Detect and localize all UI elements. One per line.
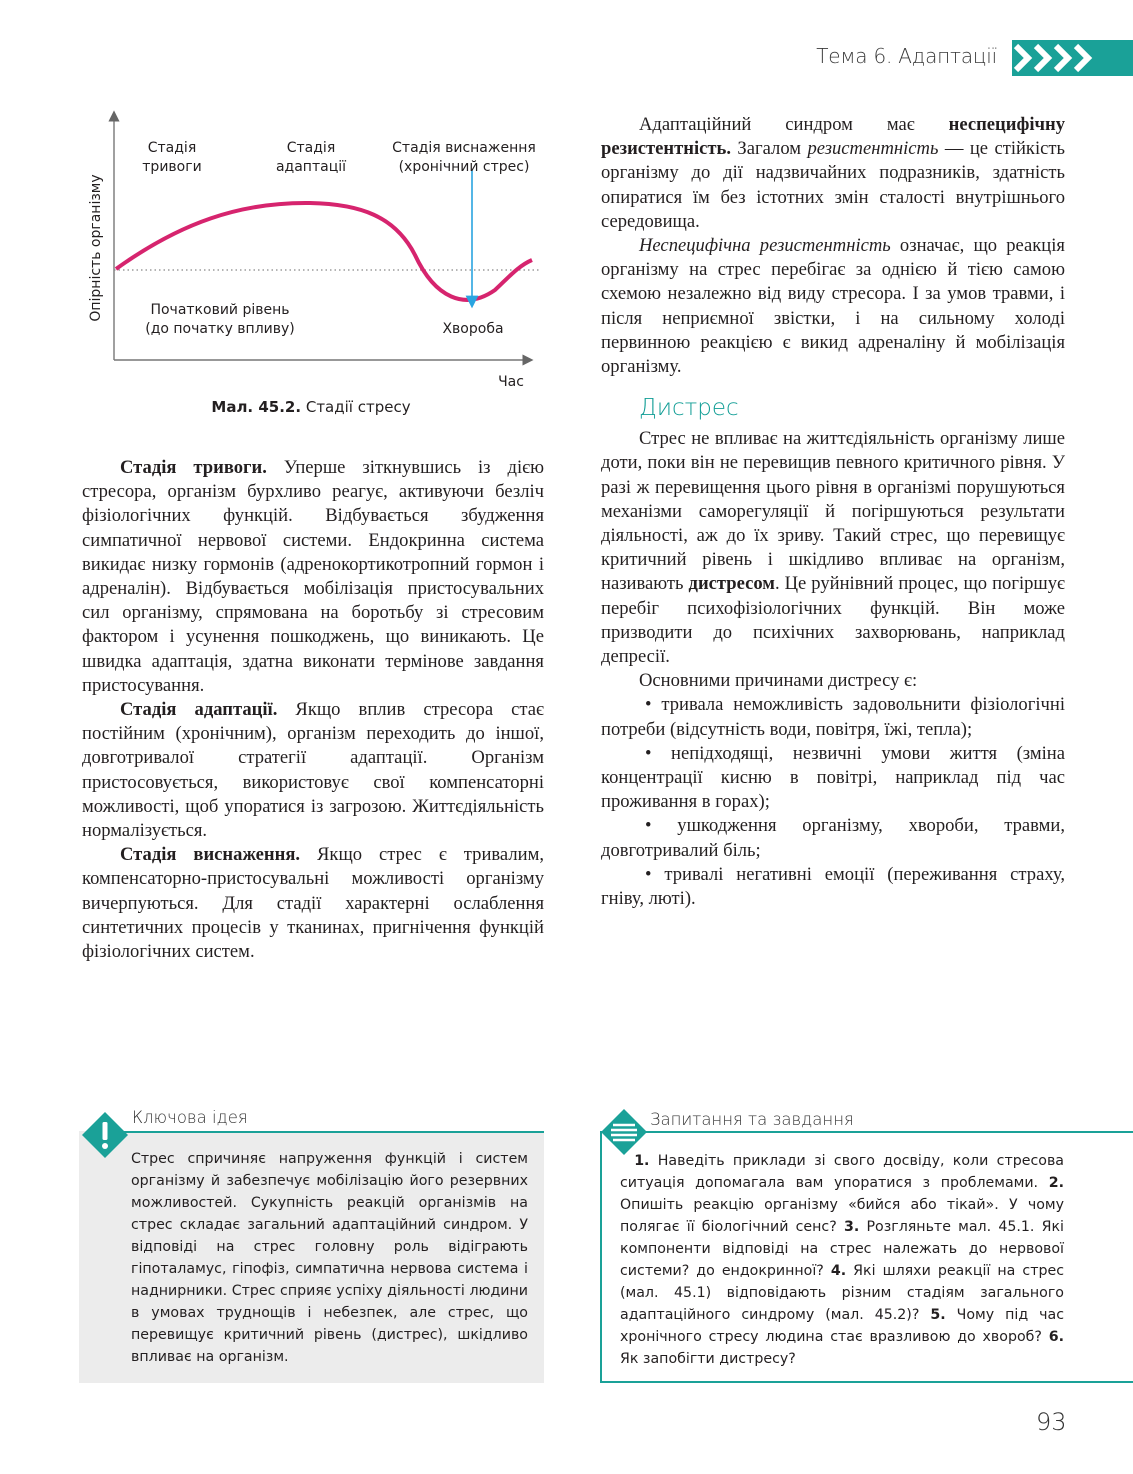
left-column	[82, 456, 544, 964]
questions-text	[620, 1150, 1064, 1370]
paragraph-nonspecific	[601, 234, 1065, 379]
text: — це стійкість організму до дії надзвичайних подразників, здатність опиратися їм без істотних змін сталості внутрішнього середовища.	[601, 138, 1065, 232]
exclamation-icon	[81, 1111, 129, 1159]
question-text: Наведіть приклади зі свого досвіду, коли стресова ситуація допомагала вам упоратися з проблемами.	[620, 1153, 1064, 1191]
y-axis-label: Опірність організму	[88, 174, 104, 322]
x-axis-label: Час	[498, 374, 524, 390]
question-number: 2.	[1048, 1175, 1064, 1191]
stage-exhaustion-line1: Стадія виснаження	[392, 140, 536, 156]
key-idea-rule	[100, 1131, 544, 1133]
paragraph-distress	[601, 427, 1065, 669]
text-alarm: Уперше зіткнувшись із дією стресора, організм бурхливо реагує, активуючи безліч фізіологічних функцій. Відбувається збудження симпатичної нервової системи. Ендокринна система викидає низку гормонів (адренокортикотропний гормон і адреналін). Відбувається мобілізація пристосувальних сил організму, спрямована на боротьбу зі стресовим фактором і усунення пошкоджень, що виникають. Це швидка адаптація, здатна виконати термінове завдання пристосування.	[82, 457, 544, 696]
paragraph-adaptation	[82, 698, 544, 843]
stage-exhaustion-line2: (хронічний стрес)	[398, 159, 530, 175]
paragraph-causes: Основними причинами дистресу є:	[639, 670, 918, 692]
term-nonspecific-resistance: неспецифічну резистентність.	[601, 114, 1065, 160]
question-number: 4.	[830, 1263, 847, 1279]
baseline-label-line2: (до початку впливу)	[145, 321, 295, 337]
chapter-title: Тема 6. Адаптації	[816, 44, 997, 68]
term-distress: дистресом	[688, 573, 775, 595]
right-column	[601, 113, 1065, 911]
question-text: Опишіть реакцію організму «бийся або тікай». У чому полягає її біологічний сенс?	[620, 1197, 1064, 1235]
figure-caption-text: Стадії стресу	[305, 398, 411, 416]
text-exhaustion: Якщо стрес є тривалим, компенсаторно-пристосувальні можливості організму вичерпуються. Для стадії характерні ослаблення синтетичних процесів у тканинах, пригнічення функцій фізіологічних систем.	[82, 844, 544, 963]
stage-alarm-line2: тривоги	[142, 159, 202, 175]
text-adaptation: Якщо вплив стресора стає постійним (хронічним), організм переходить до іншої, довготривалої стратегії адаптації. Організм пристосовується, використовує свої компенсаторні можливості, щоб упоратися із загрозою. Життєдіяльність нормалізується.	[82, 699, 544, 842]
term-nonspecific: Неспецифічна резистентність	[639, 235, 891, 257]
term-exhaustion: Стадія виснаження.	[120, 844, 301, 866]
figure-label: Мал. 45.2.	[211, 398, 302, 416]
questions-title: Запитання та завдання	[650, 1110, 854, 1129]
question-text: Розгляньте мал. 45.1. Які компоненти відповіді на стрес належать до нервової системи? до ендокринної?	[620, 1219, 1065, 1279]
baseline-label-line1: Початковий рівень	[150, 302, 290, 318]
paragraph-alarm	[82, 456, 544, 698]
key-idea-title: Ключова ідея	[132, 1108, 248, 1127]
list-item: • тривалі негативні емоції (переживання страху, гніву, люті).	[601, 863, 1065, 910]
list-item: • ушкодження організму, хвороби, травми, довготривалий біль;	[601, 815, 1065, 861]
term-resistance: резистентність	[807, 138, 939, 160]
paragraph-exhaustion	[82, 843, 544, 964]
stress-stages-chart	[70, 108, 560, 398]
page-number: 93	[1036, 1408, 1067, 1436]
text: . Це руйнівний процес, що погіршує перебіг психофізіологічних функцій. Він може призводити до психічних захворювань, наприклад депресії.	[601, 573, 1066, 668]
term-adaptation: Стадія адаптації.	[120, 699, 278, 721]
list-item: • тривала неможливість задовольнити фізіологічні потреби (відсутність води, повітря, їжі, тепла);	[601, 694, 1065, 740]
figure-caption	[0, 398, 622, 416]
list-icon	[600, 1108, 648, 1156]
section-heading: Дистрес	[639, 395, 739, 422]
question-text: Які шляхи реакції на стрес (мал. 45.1) відповідають різним стадіям загального адаптаційного синдрому (мал. 45.2)?	[620, 1263, 1065, 1323]
question-text: Чому під час хронічного стресу людина стає вразливою до хвороб?	[620, 1307, 1064, 1345]
question-number: 5.	[930, 1307, 946, 1323]
stage-alarm-line1: Стадія	[147, 140, 197, 156]
text: Стрес не впливає на життєдіяльність організму лише доти, поки він не перевищив певного критичного рівня. У разі ж перевищення цього рівня в організмі порушуються механізми саморегуляції й погіршуються результати діяльності, аж до їх зриву. Такий стрес, що перевищує критичний рівень і шкідливо впливає на організм, називають	[601, 428, 1065, 595]
stage-adaptation-line2: адаптації	[275, 159, 347, 175]
disease-label: Хвороба	[442, 321, 504, 337]
resistance-curve	[116, 203, 532, 300]
term-alarm: Стадія тривоги.	[120, 457, 267, 478]
key-idea-text: Стрес спричиняє напруження функцій і систем організму й забезпечує мобілізацію його резервних можливостей. Сукупність реакцій організмів на стрес складає загальний адаптаційний синдром. У відповіді на стрес головну роль відіграють гіпоталамус, гіпофіз, симпатична нервова система і наднирники. Стрес сприяє успіху діяльності людини в умовах труднощів і небезпек, але стрес, що перевищує критичний рівень (дистрес), шкідливо впливає на організм.	[131, 1151, 528, 1365]
list-item: • непідходящі, незвичні умови життя (зміна концентрації кисню в повітрі, наприклад під час проживання в горах);	[601, 742, 1065, 813]
stage-adaptation-line1: Стадія	[286, 140, 336, 156]
question-number: 1.	[634, 1153, 650, 1169]
paragraph-resistance	[601, 113, 1065, 234]
chevrons-decoration	[1012, 40, 1133, 76]
question-number: 3.	[843, 1219, 860, 1235]
text: означає, що реакція організму на стрес перебігає за однією й тією самою схемою незалежно від виду стресора. І за умов травми, і після неприємної звістки, і на сильному холоді первинною реакцією є викид адреналіну й мобілізація організму.	[601, 235, 1065, 378]
text: Адаптаційний синдром має	[639, 114, 949, 135]
text: Загалом	[731, 138, 808, 160]
question-text: Як запобігти дистресу?	[620, 1351, 796, 1367]
question-number: 6.	[1048, 1329, 1064, 1345]
